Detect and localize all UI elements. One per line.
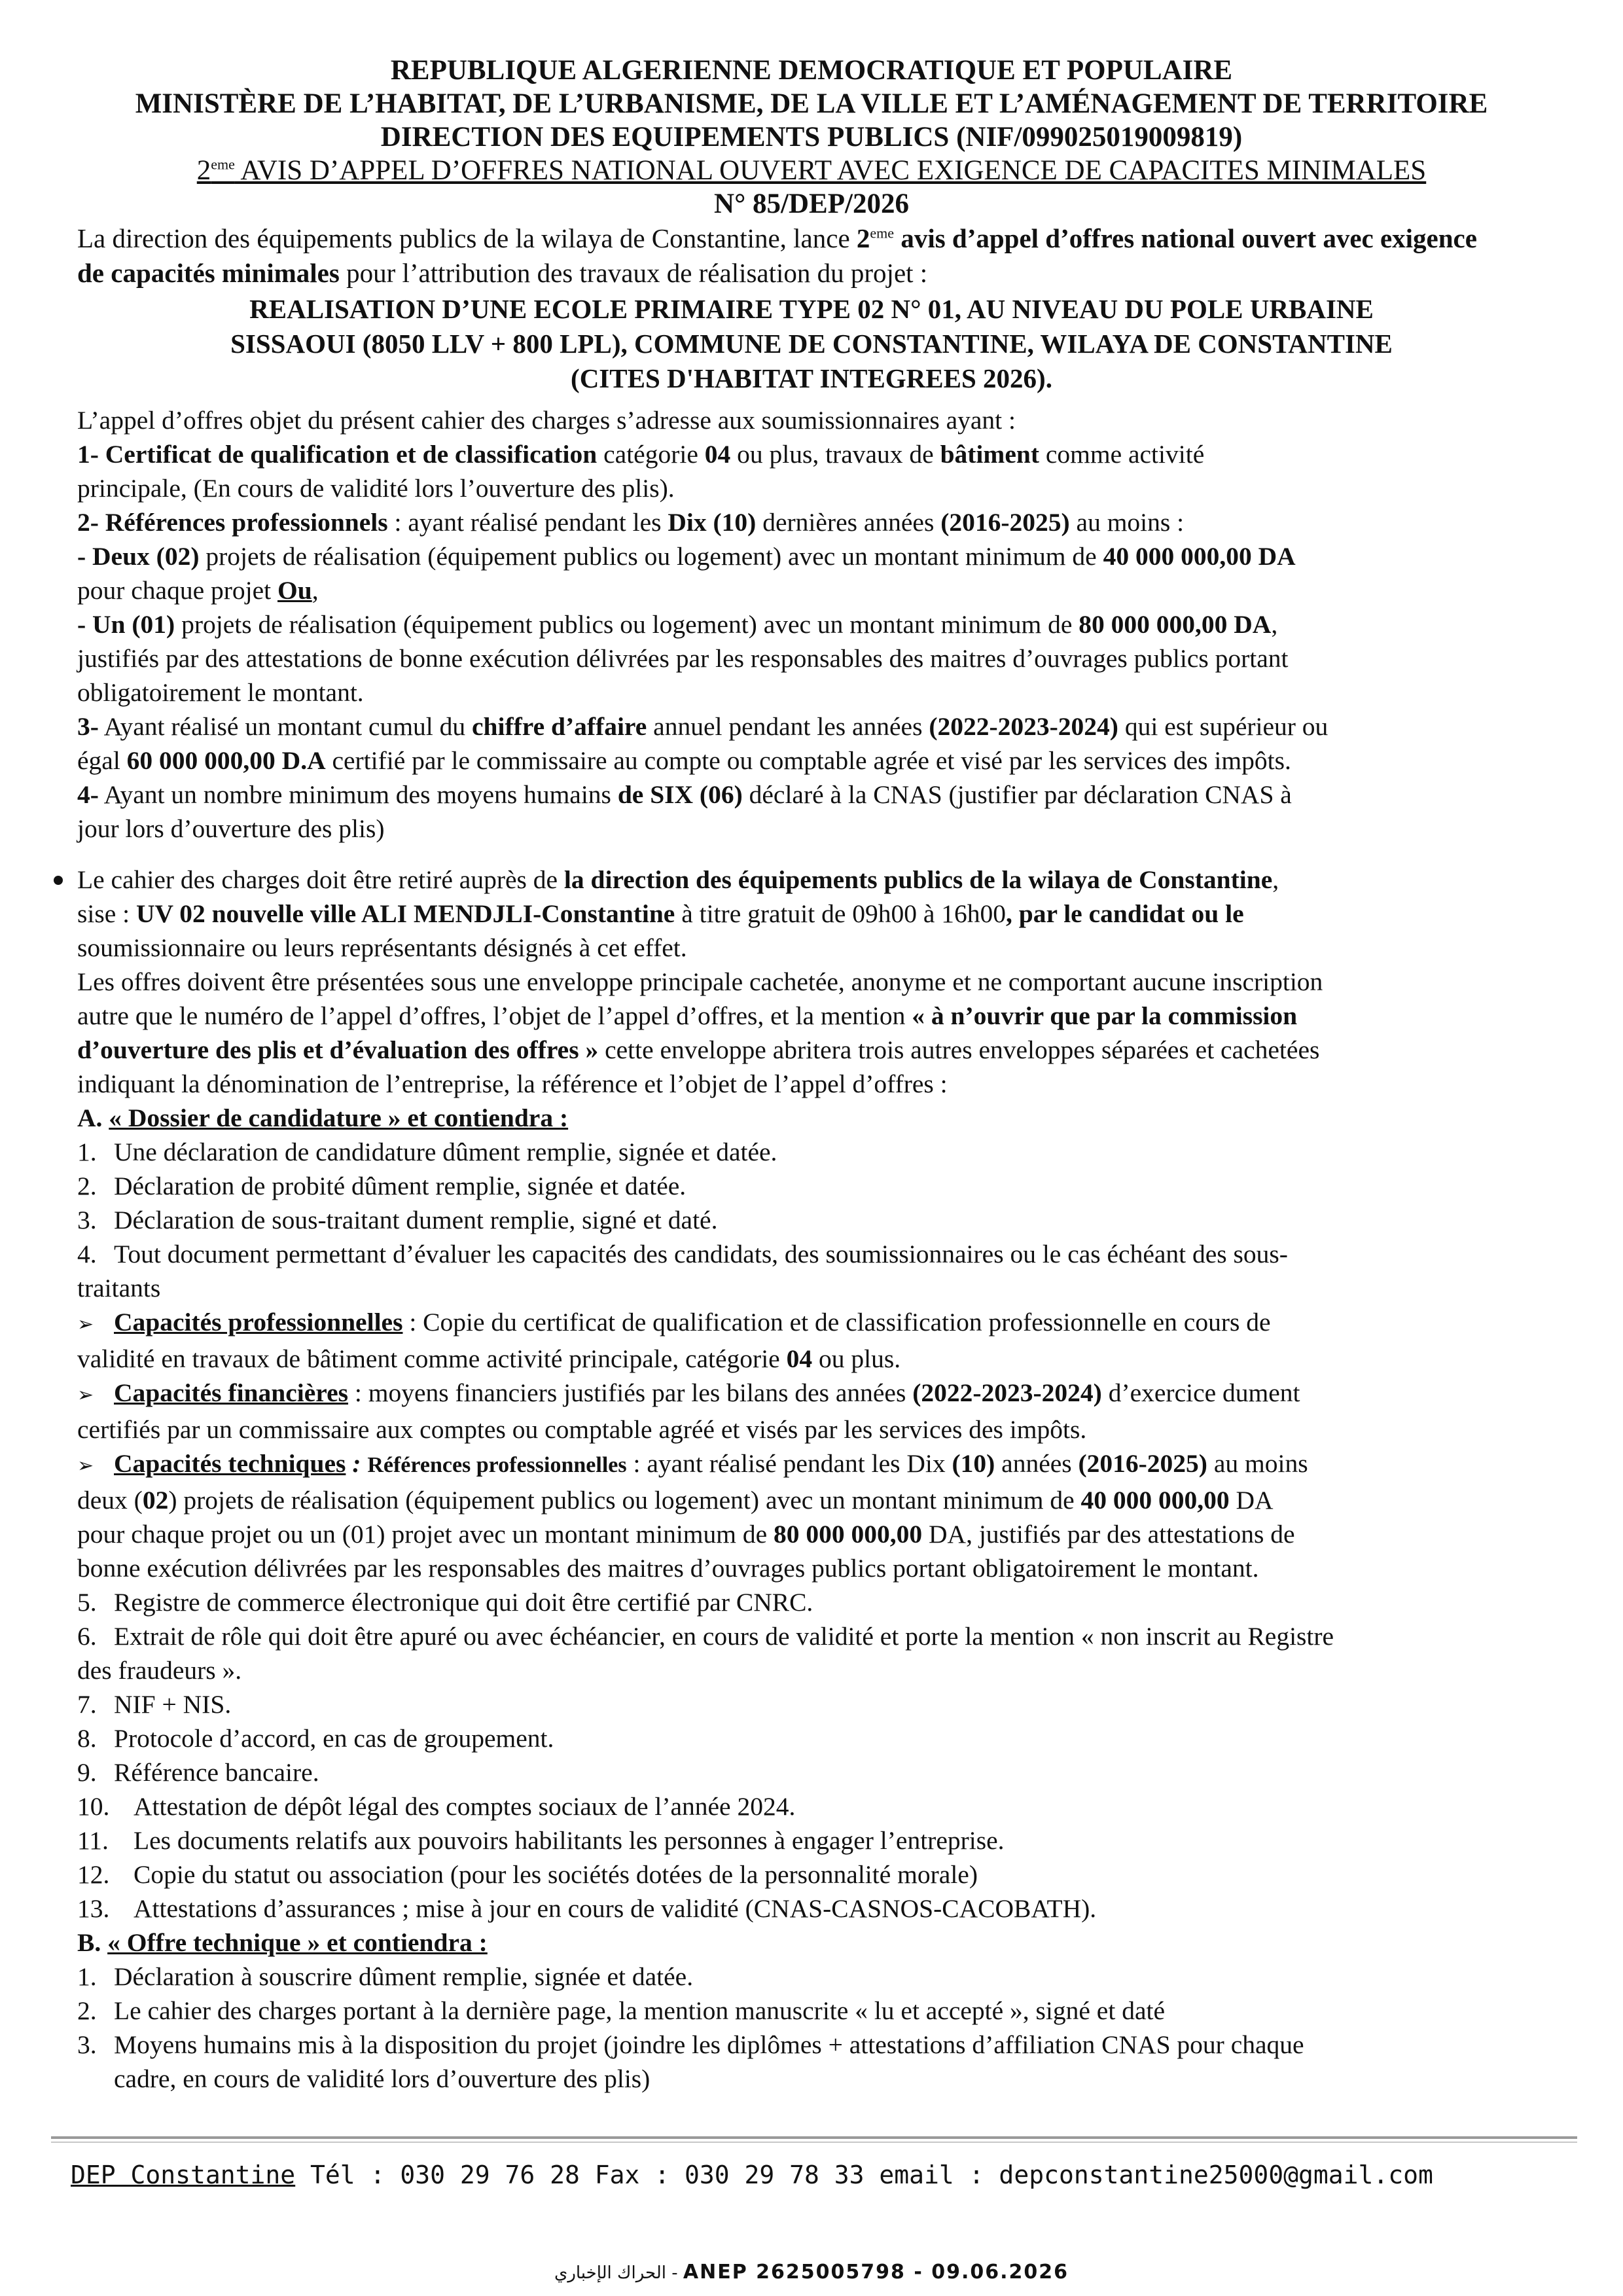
- list-item: 10. Attestation de dépôt légal des comptes sociaux de l’année 2024.: [77, 1792, 796, 1821]
- list-item: 1. Déclaration à souscrire dûment remplie, signée et datée.: [77, 1962, 694, 1991]
- arrow-bullet-icon: ➢: [77, 1454, 94, 1477]
- list-item: 4. Tout document permettant d’évaluer les capacités des candidats, des soumissionnaires ou le cas échéant des sous-: [77, 1240, 1288, 1268]
- arrow-bullet-icon: ➢: [77, 1313, 94, 1336]
- footer-divider: [51, 2136, 1577, 2139]
- requirements-section: L’appel d’offres objet du présent cahier des charges s’adresse aux soumissionnaires ayant : 1- Certificat de qualification et de classification catégorie 04 ou plus, travaux de bâtiment comme activité principale, (En cours de validité lors l’ouverture des plis). 2- Références professionnels : ayant réalisé pendant les Dix (10) dernières années (2016-2025) au moins : - Deux (02) projets de réalisation (équipement publics ou logement) avec un montant minimum de 40 000 000,00 DA pour chaque projet Ou, - Un (01) projets de réalisation (équipement publics ou logement) avec un montant minimum de 80 000 000,00 DA, justifiés par des attestations de bonne exécution délivrées par les responsables des maitres d’ouvrages publics portant obligatoirement le montant. 3- Ayant réalisé un montant cumul du chiffre d’affaire annuel pendant les années (2022-2023-2024) qui est supérieur ou égal 60 000 000,00 D.A certifié par le commissaire au compte ou comptable agrée et visé par les services des impôts. 4- Ayant un nombre minimum des moyens humains de SIX (06) déclaré à la CNAS (justifier par déclaration CNAS à jour lors d’ouverture des plis): [77, 403, 1517, 846]
- project-title: REALISATION D’UNE ECOLE PRIMAIRE TYPE 02 N° 01, AU NIVEAU DU POLE URBAINE SISSAOUI (8050 LLV + 800 LPL), COMMUNE DE CONSTANTINE, WILAYA DE CONSTANTINE (CITES D'HABITAT INTEGREES 2026).: [230, 294, 1393, 393]
- section-b-heading: B. « Offre technique » et contiendra :: [77, 1928, 488, 1957]
- requirement-4: 4- Ayant un nombre minimum des moyens humains de SIX (06) déclaré à la CNAS (justifier par déclaration CNAS à: [77, 780, 1292, 809]
- list-item: 5. Registre de commerce électronique qui doit être certifié par CNRC.: [77, 1588, 813, 1617]
- capacites-professionnelles: ➢ Capacités professionnelles : Copie du certificat de qualification et de classification professionnelle en cours de: [77, 1305, 1517, 1342]
- requirement-2: 2- Références professionnels : ayant réalisé pendant les Dix (10) dernières années (2016-2025) au moins :: [77, 508, 1185, 537]
- list-item: 2. Le cahier des charges portant à la dernière page, la mention manuscrite « lu et accepté », signé et daté: [77, 1996, 1165, 2025]
- header-direction: DIRECTION DES EQUIPEMENTS PUBLICS (NIF/099025019009819): [380, 122, 1243, 152]
- list-item: 7. NIF + NIS.: [77, 1690, 232, 1719]
- section-a-heading: A. « Dossier de candidature » et contiendra :: [77, 1103, 569, 1132]
- bullet-dot-icon: [54, 876, 63, 885]
- requirement-3: 3- Ayant réalisé un montant cumul du chiffre d’affaire annuel pendant les années (2022-2023-2024) qui est supérieur ou: [77, 712, 1329, 741]
- list-item: 8. Protocole d’accord, en cas de groupement.: [77, 1724, 554, 1753]
- header-ministry: MINISTÈRE DE L’HABITAT, DE L’URBANISME, DE LA VILLE ET L’AMÉNAGEMENT DE TERRITOIRE: [135, 88, 1488, 119]
- requirement-1: 1- Certificat de qualification et de classification catégorie 04 ou plus, travaux de bâtiment comme activité: [77, 440, 1205, 469]
- capacites-techniques: ➢ Capacités techniques : Références professionnelles : ayant réalisé pendant les Dix (10) années (2016-2025) au moins: [77, 1446, 1517, 1483]
- header-republic: REPUBLIQUE ALGERIENNE DEMOCRATIQUE ET POPULAIRE: [390, 55, 1233, 86]
- list-item: 12. Copie du statut ou association (pour les sociétés dotées de la personnalité morale): [77, 1860, 978, 1889]
- intro-paragraph: La direction des équipements publics de la wilaya de Constantine, lance 2eme avis d’appel d’offres national ouvert avec exigence de capacités minimales pour l’attribution des travaux de réalisation du projet :: [77, 223, 1477, 288]
- requirements-lead: L’appel d’offres objet du présent cahier des charges s’adresse aux soumissionnaires ayant :: [77, 406, 1016, 435]
- header-notice-number: N° 85/DEP/2026: [714, 188, 909, 219]
- footer-divider-shadow: [51, 2142, 1577, 2143]
- list-item: 9. Référence bancaire.: [77, 1758, 319, 1787]
- list-item: 11. Les documents relatifs aux pouvoirs habilitants les personnes à engager l’entreprise.: [77, 1826, 1005, 1855]
- list-item: 2. Déclaration de probité dûment remplie, signée et datée.: [77, 1172, 687, 1200]
- arrow-bullet-icon: ➢: [77, 1384, 94, 1407]
- capacites-financieres: ➢ Capacités financières : moyens financiers justifiés par les bilans des années (2022-2023-2024) d’exercice dument: [77, 1376, 1517, 1412]
- list-item: 1. Une déclaration de candidature dûment remplie, signée et datée.: [77, 1138, 777, 1166]
- withdrawal-paragraph: Le cahier des charges doit être retiré auprès de la direction des équipements publics de la wilaya de Constantine,: [77, 865, 1279, 894]
- footer-contact: DEP Constantine Tél : 030 29 76 28 Fax : 030 29 78 33 email : depconstantine25000@gmail.com: [71, 2161, 1433, 2189]
- list-item: 3. Moyens humains mis à la disposition du projet (joindre les diplômes + attestations d’affiliation CNAS pour chaque: [77, 2030, 1304, 2059]
- withdrawal-and-lists: Le cahier des charges doit être retiré auprès de la direction des équipements publics de la wilaya de Constantine, sise : UV 02 nouvelle ville ALI MENDJLI-Constantine à titre gratuit de 09h00 à 16h00, par le candidat ou le soumissionnaire ou leurs représentants désignés à cet effet. Les offres doivent être présentées sous une enveloppe principale cachetée, anonyme et ne comportant aucune inscription autre que le numéro de l’appel d’offres, l’objet de l’appel d’offres, et la mention « à n’ouvrir que par la commission d’ouverture des plis et d’évaluation des offres » cette enveloppe abritera trois autres enveloppes séparées et cachetées indiquant la dénomination de l’entreprise, la référence et l’objet de l’appel d’offres : A. « Dossier de candidature » et contiendra : 1. Une déclaration de candidature dûment remplie, signée et datée. 2. Déclaration de probité dûment remplie, signée et datée. 3. Déclaration de sous-traitant dument remplie, signé et daté. 4. Tout document permettant d’évaluer les capacités des candidats, des soumissionnaires ou le cas échéant des sous- traitants ➢ Capacités professionnelles : Copie du certificat de qualification et de classification professionnelle en cours de validité en travaux de bâtiment comme activité principale, catégorie 04 ou plus. ➢ Capacités financières : moyens financiers justifiés par les bilans des années (2022-2023-2024) d’exercice dument certifiés par un commissaire aux comptes ou comptable agréé et visés par les services des impôts. ➢ Capacités techniques : Références professionnelles : ayant réalisé pendant les Dix (10) années (2016-2025) au moins deux (02) projets de réalisation (équipement publics ou logement) avec un montant minimum de 40 000 000,00 DA pour chaque projet ou un (01) projet avec un montant minimum de 80 000 000,00 DA, justifiés par des attestations de bonne exécution délivrées par les responsables des maitres d’ouvrages publics portant obligatoirement le montant. 5. Registre de commerce électronique qui doit être certifié par CNRC. 6. Extrait de rôle qui doit être apuré ou avec échéancier, en cours de validité et porte la mention « non inscrit au Registre des fraudeurs ». 7. NIF + NIS. 8. Protocole d’accord, en cas de groupement. 9. Référence bancaire. 10. Attestation de dépôt légal des comptes sociaux de l’année 2024. 11. Les documents relatifs aux pouvoirs habilitants les personnes à engager l’entreprise. 12. Copie du statut ou association (pour les sociétés dotées de la personnalité morale) 13. Attestations d’assurances ; mise à jour en cours de validité (CNAS-CASNOS-CACOBATH). B. « Offre technique » et contiendra : 1. Déclaration à souscrire dûment remplie, signée et datée. 2. Le cahier des charges portant à la dernière page, la mention manuscrite « lu et accepté », signé et daté 3. Moyens humains mis à la disposition du projet (joindre les diplômes + attestations d’affiliation CNAS pour chaque cadre, en cours de validité lors d’ouverture des plis): [77, 863, 1517, 2096]
- list-item: 6. Extrait de rôle qui doit être apuré ou avec échéancier, en cours de validité et porte la mention « non inscrit au Registre: [77, 1622, 1334, 1651]
- anep-reference: الحراك الإخباري - ANEP 2625005798 - 09.06.2026: [554, 2261, 1069, 2284]
- list-item: 3. Déclaration de sous-traitant dument remplie, signé et daté.: [77, 1206, 718, 1234]
- list-item: 13. Attestations d’assurances ; mise à jour en cours de validité (CNAS-CASNOS-CACOBATH).: [77, 1894, 1097, 1923]
- header-notice-type: 2eme AVIS D’APPEL D’OFFRES NATIONAL OUVERT AVEC EXIGENCE DE CAPACITES MINIMALES: [196, 155, 1427, 186]
